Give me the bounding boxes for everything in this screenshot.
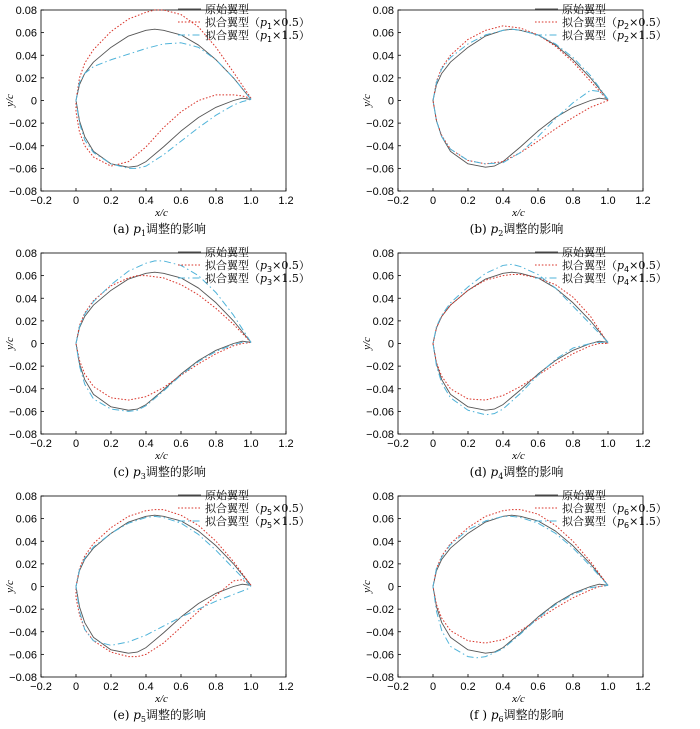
chart-svg: [357, 0, 700, 243]
y-tick-label: −0.06: [366, 406, 394, 419]
x-axis-label: x/c: [155, 207, 168, 219]
x-tick-label: 0: [429, 438, 437, 450]
x-tick-label: 0.4: [138, 681, 154, 693]
chart-panel-e: [0, 486, 350, 729]
legend-entry: 原始翼型: [205, 489, 249, 502]
x-tick-label: 1.0: [600, 195, 616, 207]
legend-entry: 原始翼型: [562, 3, 606, 16]
series-line-original: [433, 272, 608, 410]
x-tick-label: 0.6: [173, 195, 189, 207]
y-tick-label: 0.04: [372, 536, 394, 549]
y-tick-label: −0.04: [9, 383, 37, 396]
y-tick-label: −0.04: [366, 140, 394, 153]
x-tick-label: 0: [72, 195, 80, 207]
y-tick-label: −0.04: [9, 140, 37, 153]
x-tick-label: 1.2: [635, 195, 651, 207]
y-tick-label: 0.04: [15, 536, 37, 549]
x-tick-label: 0.4: [495, 681, 511, 693]
y-tick-label: −0.04: [366, 626, 394, 639]
y-tick-label: −0.02: [366, 118, 394, 131]
y-axis-label: y/c: [4, 94, 16, 107]
legend-entry: 原始翼型: [205, 246, 249, 259]
y-tick-label: 0: [387, 95, 394, 108]
legend-entry: 拟合翼型$(p_2\times 1.5)$: [562, 29, 667, 44]
y-tick-label: −0.08: [366, 429, 394, 441]
y-tick-label: 0.06: [372, 270, 394, 283]
y-tick-label: 0.04: [372, 293, 394, 306]
series-line-fit-x1.5: [76, 43, 251, 169]
chart-svg: [357, 486, 700, 729]
y-axis-label: y/c: [4, 580, 16, 593]
x-tick-label: 0.6: [530, 681, 546, 693]
y-tick-label: −0.06: [9, 649, 37, 662]
x-tick-label: 1.2: [635, 438, 651, 450]
legend-entry: 拟合翼型$(p_5\times 0.5)$: [205, 502, 310, 517]
x-axis-label: x/c: [512, 693, 525, 705]
y-axis-label: y/c: [361, 580, 373, 593]
y-axis-label: y/c: [361, 94, 373, 107]
y-tick-label: 0.08: [15, 5, 37, 17]
legend-entry: 拟合翼型$(p_3\times 1.5)$: [205, 272, 310, 287]
legend-entry: 拟合翼型$(p_4\times 1.5)$: [562, 272, 667, 287]
x-tick-label: 0.2: [460, 195, 476, 207]
chart-panel-f: [357, 486, 700, 729]
y-tick-label: 0.02: [372, 315, 394, 328]
x-tick-label: 1.2: [635, 681, 651, 693]
chart-panel-c: [0, 243, 350, 486]
series-line-original: [76, 29, 251, 167]
x-axis-label: x/c: [512, 207, 525, 219]
x-tick-label: 0.2: [103, 681, 119, 693]
panel-caption: (d) $p_4$调整的影响: [469, 465, 564, 481]
panel-caption: (e) $p_5$调整的影响: [112, 708, 207, 724]
y-tick-label: 0.06: [15, 270, 37, 283]
y-tick-label: 0.02: [372, 72, 394, 85]
y-tick-label: 0.06: [372, 27, 394, 40]
legend-entry: 拟合翼型$(p_1\times 0.5)$: [205, 16, 310, 31]
panel-caption: (c) $p_3$调整的影响: [113, 465, 206, 481]
series-line-fit-x0.5: [433, 26, 608, 164]
x-tick-label: 0.4: [138, 438, 154, 450]
x-tick-label: 0: [429, 681, 437, 693]
chart-panel-d: [357, 243, 700, 486]
x-tick-label: 1.0: [600, 681, 616, 693]
y-tick-label: −0.08: [366, 186, 394, 198]
y-axis-label: y/c: [4, 337, 16, 350]
legend-entry: 拟合翼型$(p_5\times 1.5)$: [205, 515, 310, 530]
y-tick-label: −0.06: [366, 163, 394, 176]
x-tick-label: 0.6: [173, 681, 189, 693]
y-tick-label: −0.08: [9, 672, 37, 684]
y-tick-label: −0.08: [9, 429, 37, 441]
legend-entry: 拟合翼型$(p_6\times 0.5)$: [562, 502, 667, 517]
legend-entry: 拟合翼型$(p_3\times 0.5)$: [205, 259, 310, 274]
y-tick-label: −0.08: [9, 186, 37, 198]
y-tick-label: 0.08: [372, 248, 394, 260]
y-tick-label: −0.02: [9, 118, 37, 131]
y-tick-label: −0.06: [9, 406, 37, 419]
x-tick-label: −0.2: [387, 195, 409, 207]
x-tick-label: 0.8: [565, 195, 581, 207]
y-tick-label: 0.02: [372, 558, 394, 571]
legend-entry: 原始翼型: [562, 489, 606, 502]
y-tick-label: 0: [387, 581, 394, 594]
x-axis-label: x/c: [155, 693, 168, 705]
series-line-fit-x1.5: [433, 264, 608, 414]
y-tick-label: 0.06: [15, 513, 37, 526]
y-tick-label: −0.04: [366, 383, 394, 396]
y-tick-label: 0.04: [15, 50, 37, 63]
legend-entry: 原始翼型: [205, 3, 249, 16]
chart-svg: [357, 243, 700, 486]
y-tick-label: −0.02: [9, 604, 37, 617]
x-tick-label: 0.2: [103, 195, 119, 207]
y-axis-label: y/c: [361, 337, 373, 350]
y-tick-label: 0.08: [372, 5, 394, 17]
x-tick-label: −0.2: [30, 681, 52, 693]
x-tick-label: 0.4: [138, 195, 154, 207]
x-tick-label: 1.0: [600, 438, 616, 450]
y-tick-label: 0.02: [15, 558, 37, 571]
x-tick-label: 1.0: [243, 195, 259, 207]
y-tick-label: 0.04: [15, 293, 37, 306]
x-tick-label: 1.0: [243, 681, 259, 693]
y-tick-label: −0.06: [366, 649, 394, 662]
series-line-fit-x0.5: [433, 274, 608, 400]
series-line-fit-x0.5: [433, 510, 608, 643]
y-tick-label: 0: [30, 338, 37, 351]
series-line-fit-x1.5: [433, 516, 608, 657]
x-tick-label: 0.4: [495, 438, 511, 450]
y-tick-label: −0.08: [366, 672, 394, 684]
y-tick-label: −0.02: [9, 361, 37, 374]
x-tick-label: 0: [429, 195, 437, 207]
x-axis-label: x/c: [155, 450, 168, 462]
y-tick-label: 0.04: [372, 50, 394, 63]
panel-caption: (b) $p_2$调整的影响: [469, 222, 564, 238]
x-tick-label: −0.2: [387, 438, 409, 450]
x-tick-label: 0.8: [208, 438, 224, 450]
x-tick-label: 0.6: [530, 438, 546, 450]
y-tick-label: 0.08: [15, 248, 37, 260]
x-tick-label: −0.2: [30, 438, 52, 450]
x-tick-label: 1.2: [278, 195, 294, 207]
legend-entry: 原始翼型: [562, 246, 606, 259]
legend-entry: 拟合翼型$(p_2\times 0.5)$: [562, 16, 667, 31]
panel-caption: (a) $p_1$调整的影响: [112, 222, 207, 238]
legend-entry: 拟合翼型$(p_4\times 0.5)$: [562, 259, 667, 274]
x-tick-label: 0.6: [530, 195, 546, 207]
x-tick-label: 1.2: [278, 681, 294, 693]
x-tick-label: 0.2: [460, 681, 476, 693]
y-tick-label: 0.02: [15, 72, 37, 85]
x-tick-label: −0.2: [387, 681, 409, 693]
chart-svg: [0, 243, 350, 486]
chart-svg: [0, 486, 350, 729]
series-line-fit-x0.5: [76, 510, 251, 657]
y-tick-label: −0.02: [366, 361, 394, 374]
x-tick-label: 1.0: [243, 438, 259, 450]
series-line-original: [433, 29, 608, 167]
x-tick-label: 0.2: [103, 438, 119, 450]
x-tick-label: 0.8: [208, 681, 224, 693]
x-tick-label: 1.2: [278, 438, 294, 450]
series-line-fit-x1.5: [433, 29, 608, 164]
x-tick-label: 0.8: [565, 681, 581, 693]
panel-caption: (f ) $p_6$调整的影响: [469, 708, 564, 724]
chart-panel-a: [0, 0, 350, 243]
x-tick-label: 0.2: [460, 438, 476, 450]
legend-entry: 拟合翼型$(p_1\times 1.5)$: [205, 29, 310, 44]
y-tick-label: 0: [30, 581, 37, 594]
x-tick-label: 0.8: [565, 438, 581, 450]
y-tick-label: 0: [30, 95, 37, 108]
y-tick-label: −0.02: [366, 604, 394, 617]
x-tick-label: 0: [72, 438, 80, 450]
y-tick-label: 0.06: [372, 513, 394, 526]
chart-panel-b: [357, 0, 700, 243]
y-tick-label: −0.04: [9, 626, 37, 639]
x-tick-label: 0: [72, 681, 80, 693]
x-tick-label: 0.6: [173, 438, 189, 450]
y-tick-label: 0: [387, 338, 394, 351]
series-line-fit-x0.5: [76, 276, 251, 400]
y-tick-label: 0.08: [15, 491, 37, 503]
x-tick-label: 0.8: [208, 195, 224, 207]
y-tick-label: 0.06: [15, 27, 37, 40]
y-tick-label: −0.06: [9, 163, 37, 176]
y-tick-label: 0.08: [372, 491, 394, 503]
x-tick-label: −0.2: [30, 195, 52, 207]
x-tick-label: 0.4: [495, 195, 511, 207]
legend-entry: 拟合翼型$(p_6\times 1.5)$: [562, 515, 667, 530]
chart-svg: [0, 0, 350, 243]
y-tick-label: 0.02: [15, 315, 37, 328]
x-axis-label: x/c: [512, 450, 525, 462]
